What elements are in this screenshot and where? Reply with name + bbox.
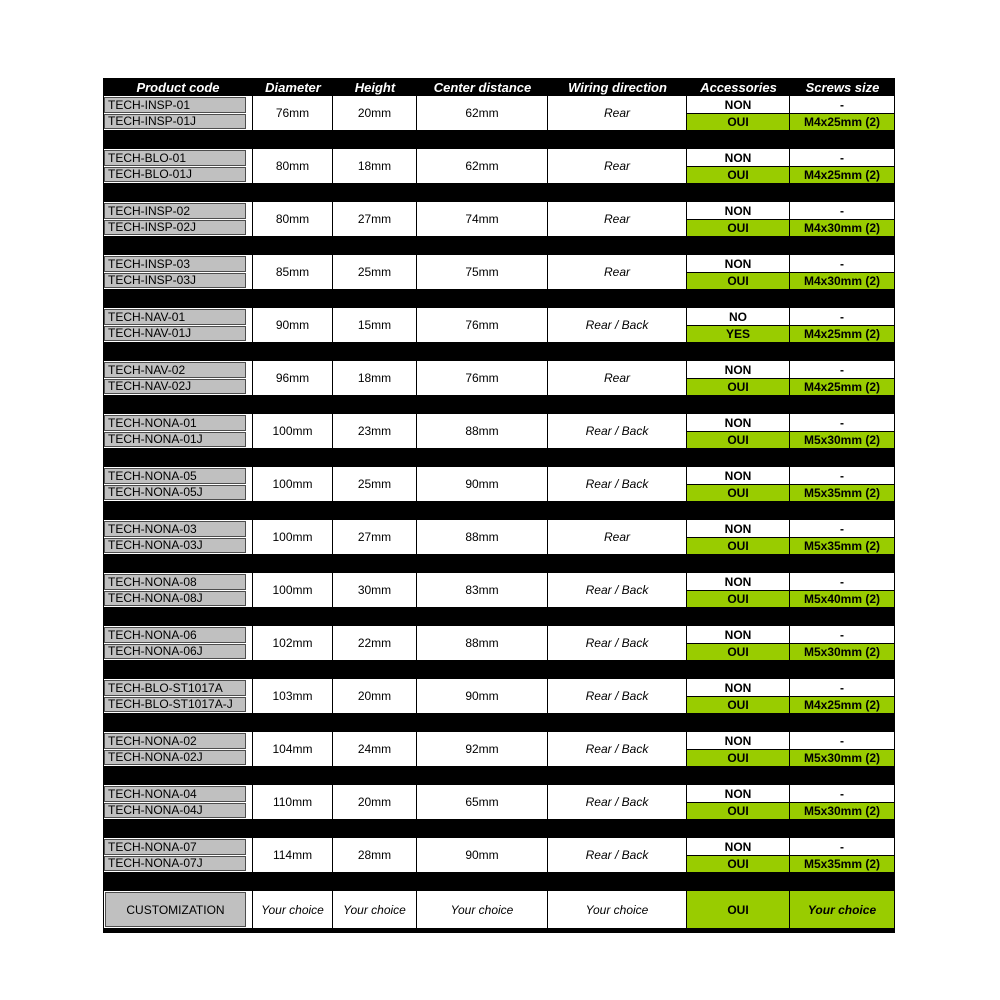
- screws-value: M4x25mm (2): [790, 696, 894, 713]
- wiring-direction-cell: Rear / Back: [548, 838, 687, 872]
- group-separator: [103, 395, 895, 414]
- customization-label: CUSTOMIZATION: [105, 892, 246, 927]
- product-code-j-variant: TECH-NONA-05J: [104, 485, 246, 501]
- screws-none: -: [790, 573, 894, 590]
- table-row: [103, 732, 895, 766]
- accessories-cell: [687, 520, 790, 554]
- header-height: Height: [354, 79, 396, 95]
- table-row: [103, 467, 895, 501]
- accessories-cell: [687, 785, 790, 819]
- product-code-cell: [103, 96, 253, 130]
- screws-size-cell: [790, 361, 895, 395]
- diameter-cell: 102mm: [253, 626, 333, 660]
- product-code-j-variant: TECH-NONA-04J: [104, 803, 246, 819]
- accessories-with: OUI: [687, 166, 789, 183]
- diameter-cell: 96mm: [253, 361, 333, 395]
- product-code-cell: [103, 414, 253, 448]
- group-separator: [103, 183, 895, 202]
- center-distance-cell: 83mm: [417, 573, 548, 607]
- product-code-base: TECH-NONA-02: [104, 733, 246, 749]
- wiring-direction-cell: Rear / Back: [548, 467, 687, 501]
- height-cell: 20mm: [333, 96, 417, 130]
- center-distance-cell: 92mm: [417, 732, 548, 766]
- group-separator: [103, 660, 895, 679]
- product-code-j-variant: TECH-NAV-02J: [104, 379, 246, 395]
- group-separator: [103, 501, 895, 520]
- accessories-with: YES: [687, 325, 789, 342]
- customization-center-distance: Your choice: [417, 891, 548, 928]
- product-code-cell: [103, 732, 253, 766]
- table-header-row: [103, 78, 895, 96]
- product-code-j-variant: TECH-NONA-02J: [104, 750, 246, 766]
- group-separator: [103, 342, 895, 361]
- accessories-without: NON: [687, 255, 789, 272]
- product-code-base: TECH-NONA-03: [104, 521, 246, 537]
- product-code-cell: [103, 202, 253, 236]
- screws-size-cell: [790, 308, 895, 342]
- customization-diameter: Your choice: [253, 891, 333, 928]
- accessories-with: OUI: [687, 219, 789, 236]
- header-accessories: Accessories: [700, 79, 777, 95]
- product-code-j-variant: TECH-BLO-ST1017A-J: [104, 697, 246, 713]
- product-code-base: TECH-BLO-01: [104, 150, 246, 166]
- product-code-j-variant: TECH-NAV-01J: [104, 326, 246, 342]
- wiring-direction-cell: Rear / Back: [548, 626, 687, 660]
- header-product-code: Product code: [136, 79, 220, 95]
- screws-value: M5x40mm (2): [790, 590, 894, 607]
- product-code-cell: [103, 626, 253, 660]
- table-row: [103, 96, 895, 130]
- table-row: [103, 149, 895, 183]
- table-row: [103, 520, 895, 554]
- product-code-j-variant: TECH-BLO-01J: [104, 167, 246, 183]
- accessories-cell: [687, 573, 790, 607]
- product-code-cell: [103, 361, 253, 395]
- accessories-cell: [687, 838, 790, 872]
- diameter-cell: 76mm: [253, 96, 333, 130]
- center-distance-cell: 88mm: [417, 414, 548, 448]
- accessories-cell: [687, 308, 790, 342]
- wiring-direction-cell: Rear / Back: [548, 679, 687, 713]
- height-cell: 24mm: [333, 732, 417, 766]
- diameter-cell: 100mm: [253, 414, 333, 448]
- table-row: [103, 361, 895, 395]
- accessories-cell: [687, 255, 790, 289]
- screws-none: -: [790, 255, 894, 272]
- accessories-without: NON: [687, 520, 789, 537]
- group-separator: [103, 289, 895, 308]
- accessories-with: OUI: [687, 590, 789, 607]
- group-separator: [103, 448, 895, 467]
- accessories-without: NON: [687, 149, 789, 166]
- screws-none: -: [790, 626, 894, 643]
- table-row: [103, 202, 895, 236]
- accessories-without: NON: [687, 467, 789, 484]
- wiring-direction-cell: Rear / Back: [548, 573, 687, 607]
- accessories-with: OUI: [687, 696, 789, 713]
- product-code-base: TECH-NONA-08: [104, 574, 246, 590]
- screws-size-cell: [790, 414, 895, 448]
- screws-size-cell: [790, 785, 895, 819]
- accessories-with: OUI: [687, 537, 789, 554]
- screws-none: -: [790, 202, 894, 219]
- accessories-cell: [687, 732, 790, 766]
- center-distance-cell: 74mm: [417, 202, 548, 236]
- diameter-cell: 103mm: [253, 679, 333, 713]
- screws-size-cell: [790, 202, 895, 236]
- header-screws-size: Screws size: [805, 79, 880, 95]
- wiring-direction-cell: Rear / Back: [548, 732, 687, 766]
- diameter-cell: 100mm: [253, 520, 333, 554]
- diameter-cell: 90mm: [253, 308, 333, 342]
- wiring-direction-cell: Rear: [548, 361, 687, 395]
- product-code-cell: [103, 785, 253, 819]
- screws-value: M4x30mm (2): [790, 272, 894, 289]
- screws-none: -: [790, 467, 894, 484]
- height-cell: 30mm: [333, 573, 417, 607]
- screws-none: -: [790, 732, 894, 749]
- screws-value: M5x35mm (2): [790, 537, 894, 554]
- accessories-with: OUI: [687, 643, 789, 660]
- accessories-cell: [687, 467, 790, 501]
- product-code-j-variant: TECH-NONA-06J: [104, 644, 246, 660]
- height-cell: 22mm: [333, 626, 417, 660]
- screws-none: -: [790, 785, 894, 802]
- accessories-with: OUI: [687, 855, 789, 872]
- diameter-cell: 80mm: [253, 202, 333, 236]
- table-body: [103, 96, 895, 891]
- center-distance-cell: 75mm: [417, 255, 548, 289]
- accessories-cell: [687, 679, 790, 713]
- height-cell: 25mm: [333, 255, 417, 289]
- product-code-cell: [103, 679, 253, 713]
- screws-size-cell: [790, 838, 895, 872]
- product-code-base: TECH-INSP-03: [104, 256, 246, 272]
- accessories-cell: [687, 149, 790, 183]
- product-spec-table: [103, 78, 895, 933]
- accessories-without: NO: [687, 308, 789, 325]
- wiring-direction-cell: Rear: [548, 96, 687, 130]
- product-code-j-variant: TECH-INSP-01J: [104, 114, 246, 130]
- group-separator: [103, 872, 895, 891]
- height-cell: 27mm: [333, 520, 417, 554]
- header-wiring-direction: Wiring direction: [568, 79, 667, 95]
- diameter-cell: 100mm: [253, 573, 333, 607]
- screws-size-cell: [790, 467, 895, 501]
- accessories-without: NON: [687, 202, 789, 219]
- table-bottom-border: [103, 928, 895, 933]
- header-center-distance: Center distance: [433, 79, 532, 95]
- customization-accessories: OUI: [687, 891, 790, 928]
- screws-size-cell: [790, 96, 895, 130]
- screws-value: M5x30mm (2): [790, 802, 894, 819]
- center-distance-cell: 62mm: [417, 96, 548, 130]
- wiring-direction-cell: Rear / Back: [548, 414, 687, 448]
- product-code-j-variant: TECH-NONA-07J: [104, 856, 246, 872]
- product-code-base: TECH-INSP-01: [104, 97, 246, 113]
- screws-none: -: [790, 96, 894, 113]
- center-distance-cell: 90mm: [417, 838, 548, 872]
- screws-value: M5x30mm (2): [790, 749, 894, 766]
- product-code-base: TECH-NONA-01: [104, 415, 246, 431]
- center-distance-cell: 88mm: [417, 520, 548, 554]
- wiring-direction-cell: Rear: [548, 255, 687, 289]
- screws-size-cell: [790, 149, 895, 183]
- accessories-without: NON: [687, 626, 789, 643]
- height-cell: 20mm: [333, 679, 417, 713]
- product-code-j-variant: TECH-INSP-03J: [104, 273, 246, 289]
- table-row: [103, 414, 895, 448]
- height-cell: 23mm: [333, 414, 417, 448]
- table-row: [103, 626, 895, 660]
- table-row: [103, 679, 895, 713]
- accessories-cell: [687, 414, 790, 448]
- product-code-cell: [103, 149, 253, 183]
- height-cell: 15mm: [333, 308, 417, 342]
- accessories-with: OUI: [687, 431, 789, 448]
- screws-value: M4x25mm (2): [790, 378, 894, 395]
- group-separator: [103, 130, 895, 149]
- screws-value: M4x25mm (2): [790, 166, 894, 183]
- wiring-direction-cell: Rear: [548, 520, 687, 554]
- screws-value: M5x30mm (2): [790, 431, 894, 448]
- screws-size-cell: [790, 732, 895, 766]
- accessories-with: OUI: [687, 272, 789, 289]
- customization-wiring: Your choice: [548, 891, 687, 928]
- screws-size-cell: [790, 520, 895, 554]
- height-cell: 28mm: [333, 838, 417, 872]
- height-cell: 18mm: [333, 149, 417, 183]
- product-code-base: TECH-NONA-06: [104, 627, 246, 643]
- group-separator: [103, 607, 895, 626]
- screws-size-cell: [790, 679, 895, 713]
- product-code-j-variant: TECH-INSP-02J: [104, 220, 246, 236]
- product-code-base: TECH-INSP-02: [104, 203, 246, 219]
- product-code-cell: [103, 467, 253, 501]
- table-row: [103, 785, 895, 819]
- height-cell: 20mm: [333, 785, 417, 819]
- product-code-base: TECH-NAV-01: [104, 309, 246, 325]
- accessories-cell: [687, 626, 790, 660]
- accessories-without: NON: [687, 573, 789, 590]
- accessories-with: OUI: [687, 484, 789, 501]
- screws-value: M5x35mm (2): [790, 484, 894, 501]
- product-code-cell: [103, 255, 253, 289]
- accessories-cell: [687, 361, 790, 395]
- screws-value: M5x30mm (2): [790, 643, 894, 660]
- group-separator: [103, 819, 895, 838]
- wiring-direction-cell: Rear / Back: [548, 308, 687, 342]
- center-distance-cell: 76mm: [417, 308, 548, 342]
- group-separator: [103, 766, 895, 785]
- wiring-direction-cell: Rear: [548, 149, 687, 183]
- height-cell: 25mm: [333, 467, 417, 501]
- screws-size-cell: [790, 573, 895, 607]
- diameter-cell: 80mm: [253, 149, 333, 183]
- table-row: [103, 308, 895, 342]
- table-row: [103, 838, 895, 872]
- diameter-cell: 110mm: [253, 785, 333, 819]
- screws-none: -: [790, 149, 894, 166]
- wiring-direction-cell: Rear / Back: [548, 785, 687, 819]
- product-code-base: TECH-NONA-04: [104, 786, 246, 802]
- product-code-cell: [103, 573, 253, 607]
- accessories-without: NON: [687, 732, 789, 749]
- customization-label-cell: [103, 891, 253, 928]
- accessories-without: NON: [687, 96, 789, 113]
- center-distance-cell: 90mm: [417, 467, 548, 501]
- center-distance-cell: 62mm: [417, 149, 548, 183]
- product-code-j-variant: TECH-NONA-03J: [104, 538, 246, 554]
- product-code-cell: [103, 308, 253, 342]
- group-separator: [103, 554, 895, 573]
- customization-screws: Your choice: [790, 891, 895, 928]
- height-cell: 18mm: [333, 361, 417, 395]
- height-cell: 27mm: [333, 202, 417, 236]
- accessories-cell: [687, 202, 790, 236]
- accessories-cell: [687, 96, 790, 130]
- screws-none: -: [790, 520, 894, 537]
- customization-height: Your choice: [333, 891, 417, 928]
- accessories-without: NON: [687, 838, 789, 855]
- table-row: [103, 573, 895, 607]
- screws-none: -: [790, 414, 894, 431]
- accessories-without: NON: [687, 679, 789, 696]
- product-code-base: TECH-BLO-ST1017A: [104, 680, 246, 696]
- screws-value: M5x35mm (2): [790, 855, 894, 872]
- screws-size-cell: [790, 626, 895, 660]
- product-code-j-variant: TECH-NONA-01J: [104, 432, 246, 448]
- group-separator: [103, 713, 895, 732]
- product-code-cell: [103, 520, 253, 554]
- center-distance-cell: 65mm: [417, 785, 548, 819]
- diameter-cell: 104mm: [253, 732, 333, 766]
- group-separator: [103, 236, 895, 255]
- screws-none: -: [790, 361, 894, 378]
- header-diameter: Diameter: [265, 79, 321, 95]
- accessories-without: NON: [687, 361, 789, 378]
- diameter-cell: 100mm: [253, 467, 333, 501]
- accessories-with: OUI: [687, 802, 789, 819]
- product-code-j-variant: TECH-NONA-08J: [104, 591, 246, 607]
- screws-none: -: [790, 308, 894, 325]
- accessories-with: OUI: [687, 749, 789, 766]
- product-code-base: TECH-NONA-07: [104, 839, 246, 855]
- accessories-without: NON: [687, 785, 789, 802]
- screws-value: M4x25mm (2): [790, 113, 894, 130]
- table-row: [103, 255, 895, 289]
- accessories-with: OUI: [687, 113, 789, 130]
- diameter-cell: 114mm: [253, 838, 333, 872]
- product-code-base: TECH-NAV-02: [104, 362, 246, 378]
- center-distance-cell: 88mm: [417, 626, 548, 660]
- accessories-without: NON: [687, 414, 789, 431]
- center-distance-cell: 76mm: [417, 361, 548, 395]
- screws-size-cell: [790, 255, 895, 289]
- customization-row: [103, 891, 895, 928]
- product-code-base: TECH-NONA-05: [104, 468, 246, 484]
- screws-none: -: [790, 679, 894, 696]
- wiring-direction-cell: Rear: [548, 202, 687, 236]
- screws-value: M4x30mm (2): [790, 219, 894, 236]
- diameter-cell: 85mm: [253, 255, 333, 289]
- center-distance-cell: 90mm: [417, 679, 548, 713]
- screws-value: M4x25mm (2): [790, 325, 894, 342]
- screws-none: -: [790, 838, 894, 855]
- product-code-cell: [103, 838, 253, 872]
- accessories-with: OUI: [687, 378, 789, 395]
